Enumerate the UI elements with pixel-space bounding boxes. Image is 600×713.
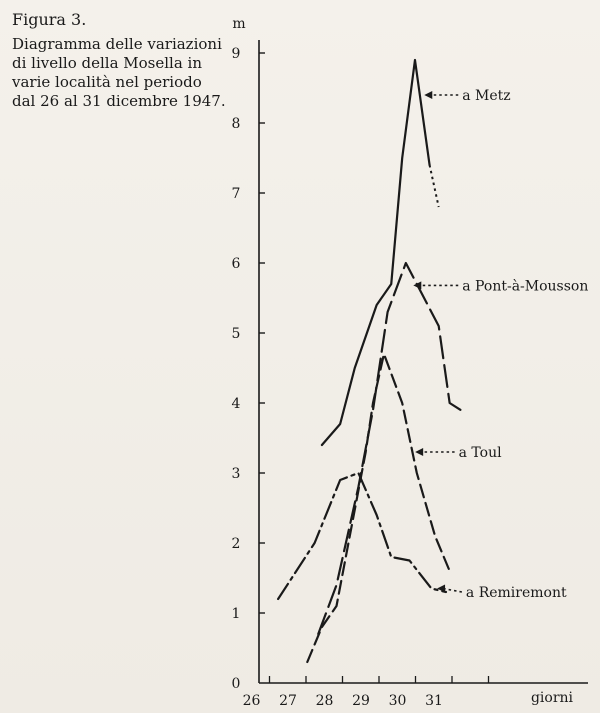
figure-label: Figura 3.: [12, 10, 87, 29]
annotation-arrow-0: [424, 91, 432, 99]
annotation-label-0: a Metz: [462, 88, 511, 104]
x-axis-label: giorni: [530, 690, 574, 706]
y-tick-label: 9: [231, 46, 241, 62]
x-tick-label: 27: [279, 693, 297, 709]
series-layer: [278, 60, 461, 662]
y-tick-label: 6: [231, 256, 241, 272]
y-tick-label: 8: [231, 116, 241, 132]
y-tick-label: 3: [231, 466, 241, 482]
caption-text: Diagramma delle variazioni di livello della Mosella in varie località nel periodo dal 26 al 31 dicembre 1947.: [12, 35, 226, 110]
y-tick-label: 0: [231, 676, 241, 692]
x-tick-label: 28: [315, 693, 334, 709]
series-line-3: [278, 473, 446, 599]
x-tick-label: 30: [388, 693, 407, 709]
annotation-label-2: a Toul: [458, 445, 502, 461]
y-tick-label: 5: [231, 326, 241, 342]
annotation-arrow-1: [413, 281, 421, 289]
x-tick-label: 31: [425, 693, 443, 709]
x-tick-label: 26: [242, 693, 261, 709]
y-tick-label: 7: [231, 186, 241, 202]
series-line-1: [318, 263, 460, 634]
y-tick-label: 4: [231, 396, 241, 412]
annotation-label-3: a Remiremont: [465, 585, 567, 601]
annotation-layer: [413, 88, 588, 601]
chart-axes: [232, 16, 588, 709]
x-tick-label: 29: [352, 693, 370, 709]
annotation-arrow-2: [415, 448, 423, 456]
y-tick-label: 2: [231, 536, 241, 552]
annotation-arrow-3: [437, 585, 445, 593]
y-axis-label: m: [232, 16, 246, 32]
y-tick-label: 1: [231, 606, 241, 622]
series-tail-0: [430, 165, 439, 207]
annotation-label-1: a Pont-à-Mousson: [462, 278, 589, 295]
